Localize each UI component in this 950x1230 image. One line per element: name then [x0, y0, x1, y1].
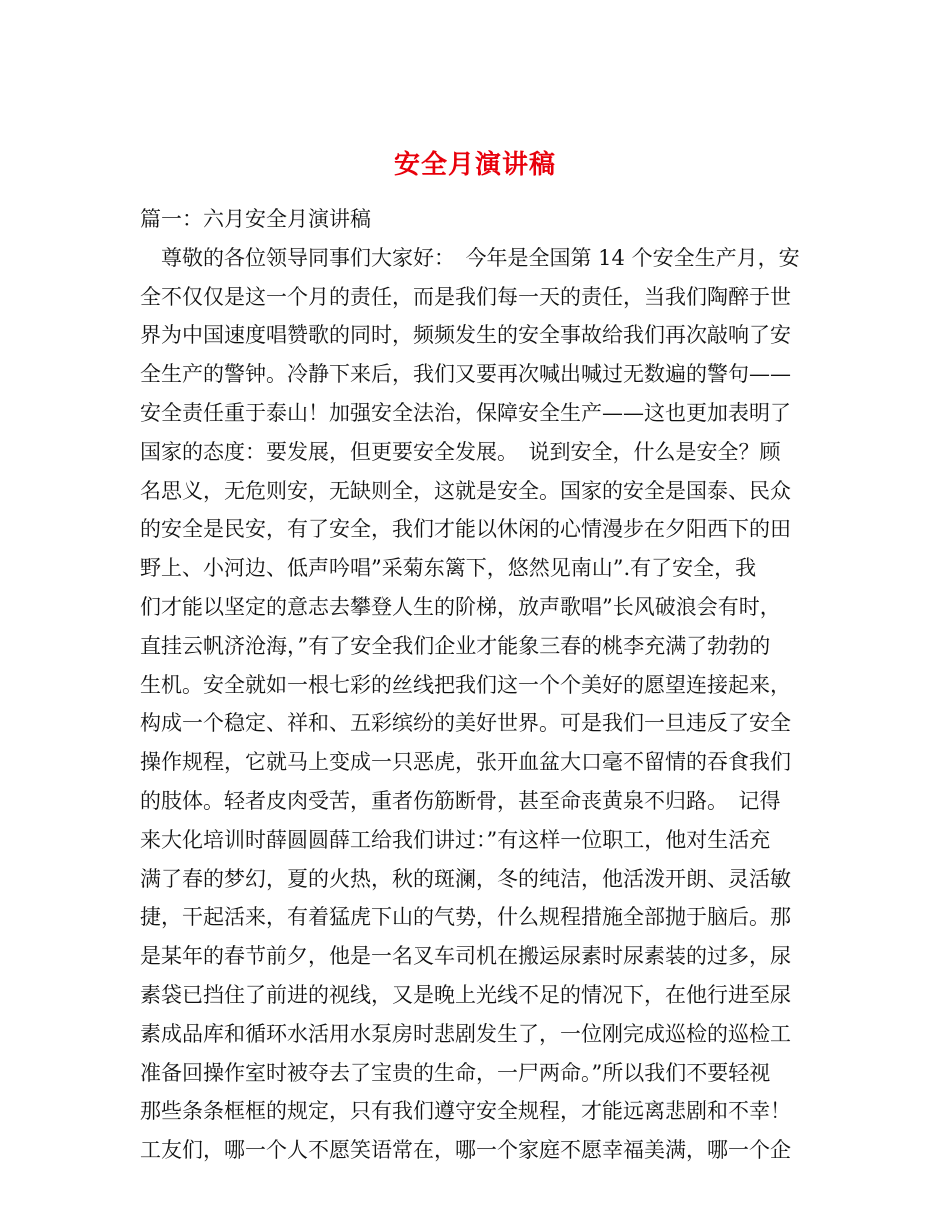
document-body [140, 200, 812, 1170]
text-line: 准备回操作室时被夺去了宝贵的生命，一尸两命。”所以我们不要轻视 [140, 1060, 771, 1085]
text-line: 全不仅仅是这一个月的责任，而是我们每一天的责任，当我们陶醉于世 [140, 284, 791, 309]
text-line: 是某年的春节前夕，他是一名叉车司机在搬运尿素时尿素装的过多，尿 [140, 944, 791, 969]
text-line: 直挂云帆济沧海，”有了安全我们企业才能象三春的桃李充满了勃勃的 [140, 633, 771, 658]
document-title: 安全月演讲稿 [393, 150, 556, 181]
text-line: 国家的态度：要发展，但更要安全发展。 说到安全，什么是安全？顾 [140, 439, 781, 464]
text-line: 们才能以坚定的意志去攀登人生的阶梯，放声歌唱”长风破浪会有时， [140, 594, 781, 619]
text-line: 生机。安全就如一根七彩的丝线把我们这一个个美好的愿望连接起来， [140, 672, 791, 697]
text-line: 素成品库和循环水活用水泵房时悲剧发生了，一位刚完成巡检的巡检工 [140, 1021, 791, 1046]
text-line: 尊敬的各位领导同事们大家好： 今年是全国第 14 个安全生产月，安 [140, 245, 800, 270]
text-line: 构成一个稳定、祥和、五彩缤纷的美好世界。可是我们一旦违反了安全 [140, 711, 791, 736]
text-line: 的安全是民安，有了安全，我们才能以休闲的心情漫步在夕阳西下的田 [140, 517, 791, 542]
text-line: 野上、小河边、低声吟唱”采菊东篱下，悠然见南山”.有了安全，我 [140, 556, 757, 581]
text-line: 素袋已挡住了前进的视线，又是晚上光线不足的情况下，在他行进至尿 [140, 982, 791, 1007]
heading-line: 篇一：六月安全月演讲稿 [140, 207, 371, 231]
text-line: 安全责任重于泰山！加强安全法治，保障安全生产——这也更加表明了 [140, 400, 791, 425]
text-line: 名思义，无危则安，无缺则全，这就是安全。国家的安全是国泰、民众 [140, 478, 791, 503]
text-line: 全生产的警钟。冷静下来后，我们又要再次喊出喊过无数遍的警句—— [140, 362, 791, 387]
text-line: 操作规程，它就马上变成一只恶虎，张开血盆大口毫不留情的吞食我们 [140, 750, 791, 775]
text-line: 那些条条框框的规定，只有我们遵守安全规程，才能远离悲剧和不幸！ [140, 1099, 791, 1124]
text-line: 满了春的梦幻，夏的火热，秋的斑澜，冬的纯洁，他活泼开朗、灵活敏 [140, 866, 791, 891]
text-line: 捷，干起活来，有着猛虎下山的气势，什么规程措施全部抛于脑后。那 [140, 905, 791, 930]
text-line: 来大化培训时薛圆圆薛工给我们讲过：”有这样一位职工，他对生活充 [140, 827, 771, 852]
text-line: 界为中国速度唱赞歌的同时，频频发生的安全事故给我们再次敲响了安 [140, 323, 791, 348]
text-line: 的肢体。轻者皮肉受苦，重者伤筋断骨，甚至命丧黄泉不归路。 记得 [140, 788, 781, 813]
text-line: 工友们，哪一个人不愿笑语常在，哪一个家庭不愿幸福美满，哪一个企 [140, 1138, 791, 1163]
